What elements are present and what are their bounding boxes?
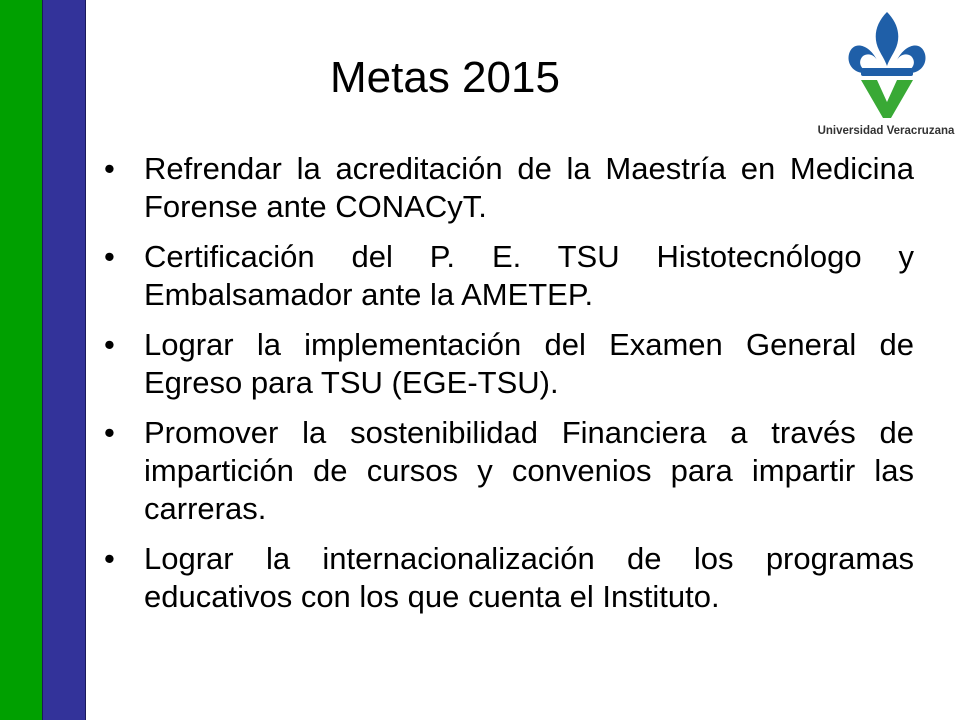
bullet-marker: • <box>104 415 115 450</box>
bullet-marker: • <box>104 151 115 186</box>
bullet-marker: • <box>104 327 115 362</box>
bullet-text: Refrendar la acreditación de la Maestría en Medicina Forense ante CONACyT. <box>144 151 914 224</box>
university-logo <box>812 8 960 144</box>
left-blue-band <box>42 0 86 720</box>
logo-text: Universidad Veracruzana <box>817 125 955 137</box>
bullet-marker: • <box>104 541 115 576</box>
bullet-text: Lograr la implementación del Examen General de Egreso para TSU (EGE-TSU). <box>144 327 914 400</box>
bullet-list <box>104 150 914 628</box>
bullet-text: Lograr la internacionalización de los programas educativos con los que cuenta el Instituto. <box>144 541 914 614</box>
left-green-band <box>0 0 42 720</box>
bullet-text: Promover la sostenibilidad Financiera a través de impartición de cursos y convenios para impartir las carreras. <box>144 415 914 526</box>
bullet-text: Certificación del P. E. TSU Histotecnólogo y Embalsamador ante la AMETEP. <box>144 239 914 312</box>
slide-title: Metas 2015 <box>330 53 560 102</box>
bullet-item <box>104 414 914 528</box>
bullet-item <box>104 326 914 402</box>
bullet-item <box>104 540 914 616</box>
fleur-de-lis-icon <box>847 10 927 122</box>
bullet-item <box>104 150 914 226</box>
bullet-item <box>104 238 914 314</box>
bullet-marker: • <box>104 239 115 274</box>
